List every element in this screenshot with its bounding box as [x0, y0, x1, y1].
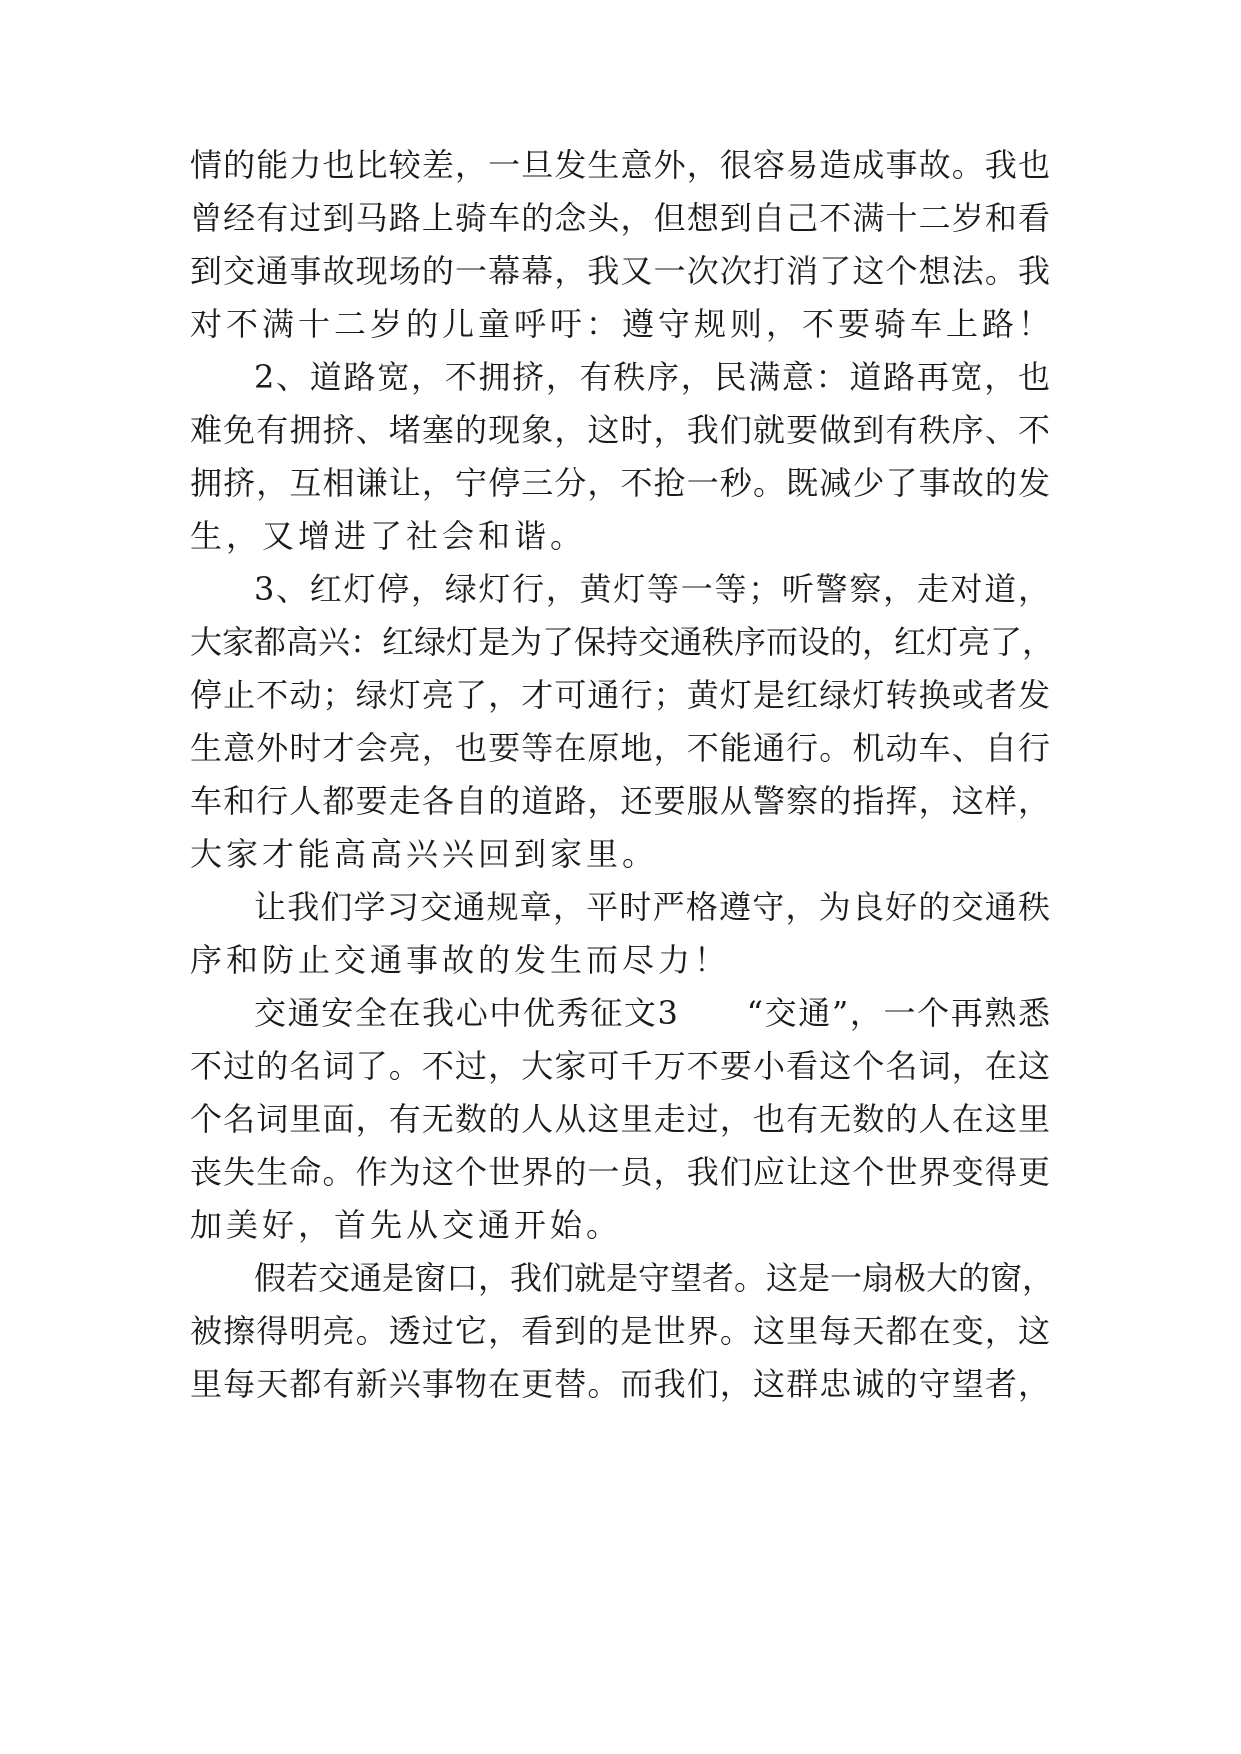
text-line-12: 生意外时才会亮，也要等在原地，不能通行。机动车、自行 — [190, 729, 1050, 767]
text-line-9: 3、红灯停，绿灯行，黄灯等一等；听警察，走对道， — [254, 570, 1050, 608]
text-line-22: 假若交通是窗口，我们就是守望者。这是一扇极大的窗， — [254, 1259, 1055, 1297]
text-line-15: 让我们学习交通规章，平时严格遵守，为良好的交通秩 — [254, 888, 1050, 926]
text-line-6: 难免有拥挤、堵塞的现象，这时，我们就要做到有秩序、不 — [190, 411, 1050, 449]
text-line-2: 曾经有过到马路上骑车的念头，但想到自己不满十二岁和看 — [190, 199, 1050, 237]
text-line-20: 丧失生命。作为这个世界的一员，我们应让这个世界变得更 — [190, 1153, 1050, 1191]
text-line-8: 生，又增进了社会和谐。 — [190, 517, 587, 555]
text-line-17: 交通安全在我心中优秀征文3 “交通”，一个再熟悉 — [254, 994, 1050, 1032]
text-line-16: 序和防止交通事故的发生而尽力！ — [190, 941, 731, 979]
text-line-7: 拥挤，互相谦让，宁停三分，不抢一秒。既减少了事故的发 — [190, 464, 1050, 502]
text-line-18: 不过的名词了。不过，大家可千万不要小看这个名词，在这 — [190, 1047, 1050, 1085]
text-line-1: 情的能力也比较差，一旦发生意外，很容易造成事故。我也 — [190, 146, 1050, 184]
text-line-10: 大家都高兴：红绿灯是为了保持交通秩序而设的，红灯亮了， — [190, 623, 1055, 661]
text-line-19: 个名词里面，有无数的人从这里走过，也有无数的人在这里 — [190, 1100, 1050, 1138]
text-line-13: 车和行人都要走各自的道路，还要服从警察的指挥，这样， — [190, 782, 1050, 820]
text-line-23: 被擦得明亮。透过它，看到的是世界。这里每天都在变，这 — [190, 1312, 1050, 1350]
text-line-11: 停止不动；绿灯亮了，才可通行；黄灯是红绿灯转换或者发 — [190, 676, 1050, 714]
text-line-21: 加美好，首先从交通开始。 — [190, 1206, 623, 1244]
text-line-3: 到交通事故现场的一幕幕，我又一次次打消了这个想法。我 — [190, 252, 1050, 290]
text-line-24: 里每天都有新兴事物在更替。而我们，这群忠诚的守望者， — [190, 1365, 1050, 1403]
text-line-5: 2、道路宽，不拥挤，有秩序，民满意：道路再宽，也 — [254, 358, 1050, 396]
text-line-14: 大家才能高高兴兴回到家里。 — [190, 835, 659, 873]
text-line-4: 对不满十二岁的儿童呼吁：遵守规则，不要骑车上路！ — [190, 305, 1055, 343]
